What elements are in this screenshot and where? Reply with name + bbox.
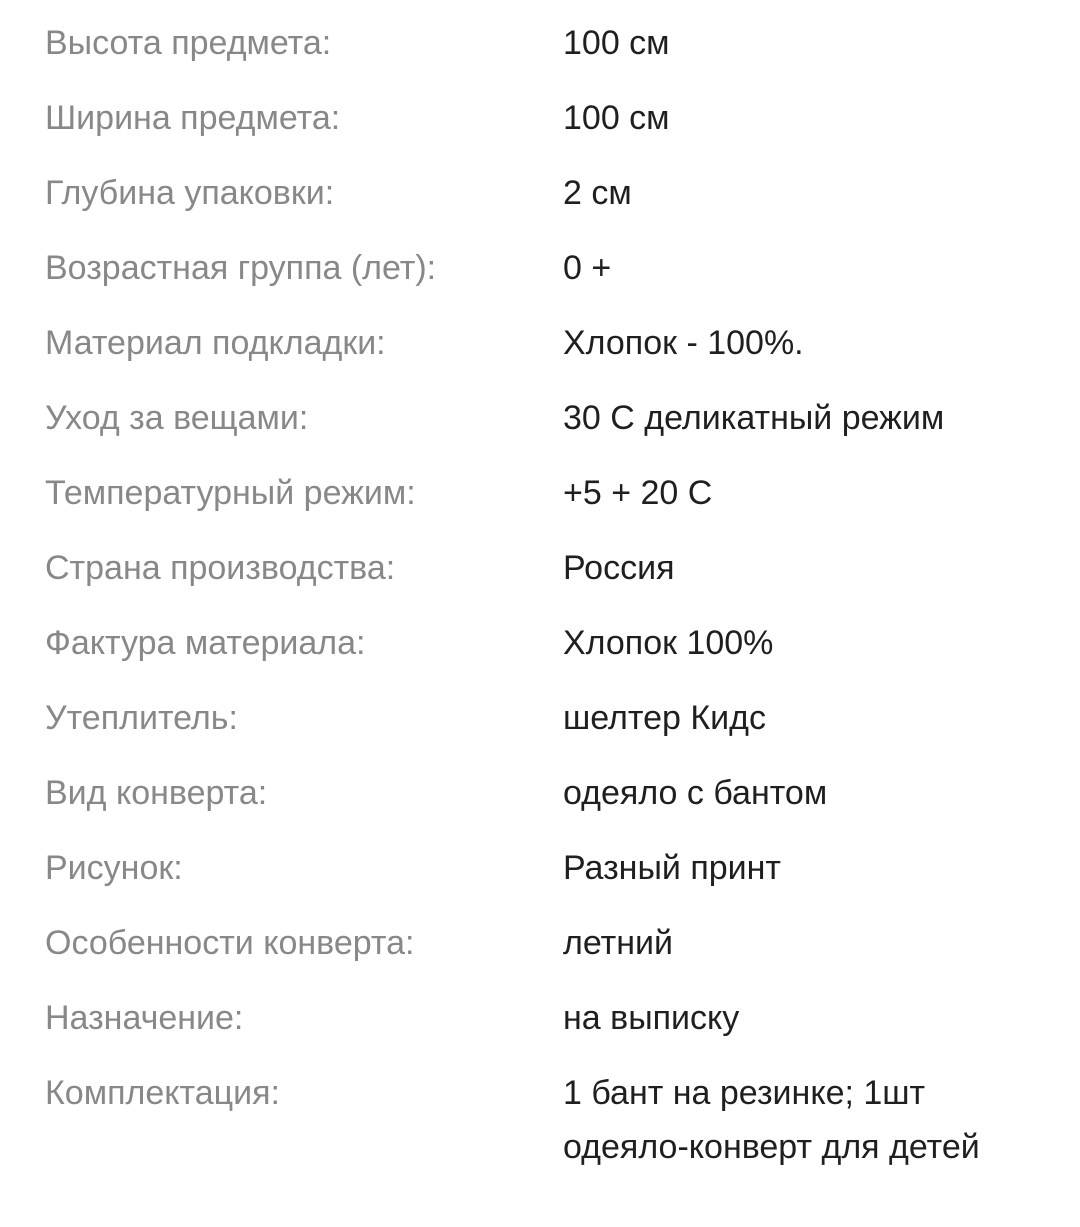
spec-label: Назначение:	[45, 999, 244, 1037]
spec-label: Материал подкладки:	[45, 324, 386, 362]
spec-row-package-depth	[0, 166, 1080, 241]
spec-label: Страна производства:	[45, 549, 396, 587]
spec-row-country	[0, 541, 1080, 616]
spec-row-purpose	[0, 991, 1080, 1066]
spec-value: одеяло с бантом	[563, 774, 828, 812]
spec-value: 30 С деликатный режим	[563, 399, 945, 437]
spec-value: Россия	[563, 549, 675, 587]
spec-label: Рисунок:	[45, 849, 183, 887]
spec-label: Возрастная группа (лет):	[45, 249, 437, 287]
spec-label: Утеплитель:	[45, 699, 238, 737]
spec-row-envelope-type	[0, 766, 1080, 841]
spec-row-insulation	[0, 691, 1080, 766]
spec-label: Ширина предмета:	[45, 99, 341, 137]
spec-value: Разный принт	[563, 849, 781, 887]
spec-row-lining-material	[0, 316, 1080, 391]
spec-value: Хлопок 100%	[563, 624, 774, 662]
spec-value: Хлопок - 100%.	[563, 324, 804, 362]
spec-value: 100 см	[563, 24, 670, 62]
spec-value: 1 бант на резинке; 1шт одеяло-конверт для детей	[563, 1074, 980, 1166]
spec-row-age-group	[0, 241, 1080, 316]
spec-value: 2 см	[563, 174, 632, 212]
spec-label: Глубина упаковки:	[45, 174, 335, 212]
spec-label: Особенности конверта:	[45, 924, 415, 962]
spec-row-height	[0, 0, 1080, 91]
spec-label: Уход за вещами:	[45, 399, 309, 437]
spec-row-pattern	[0, 841, 1080, 916]
spec-label: Комплектация:	[45, 1074, 280, 1112]
spec-row-width	[0, 91, 1080, 166]
spec-label: Высота предмета:	[45, 24, 332, 62]
spec-value: 0 +	[563, 249, 612, 287]
spec-row-care	[0, 391, 1080, 466]
spec-row-material-texture	[0, 616, 1080, 691]
spec-row-contents	[0, 1066, 1080, 1174]
spec-value: на выписку	[563, 999, 740, 1037]
spec-value: +5 + 20 С	[563, 474, 713, 512]
spec-value: шелтер Кидс	[563, 699, 766, 737]
spec-label: Фактура материала:	[45, 624, 366, 662]
spec-label: Вид конверта:	[45, 774, 268, 812]
spec-label: Температурный режим:	[45, 474, 416, 512]
spec-value: 100 см	[563, 99, 670, 137]
spec-row-temperature	[0, 466, 1080, 541]
spec-value: летний	[563, 924, 673, 962]
spec-row-envelope-features	[0, 916, 1080, 991]
